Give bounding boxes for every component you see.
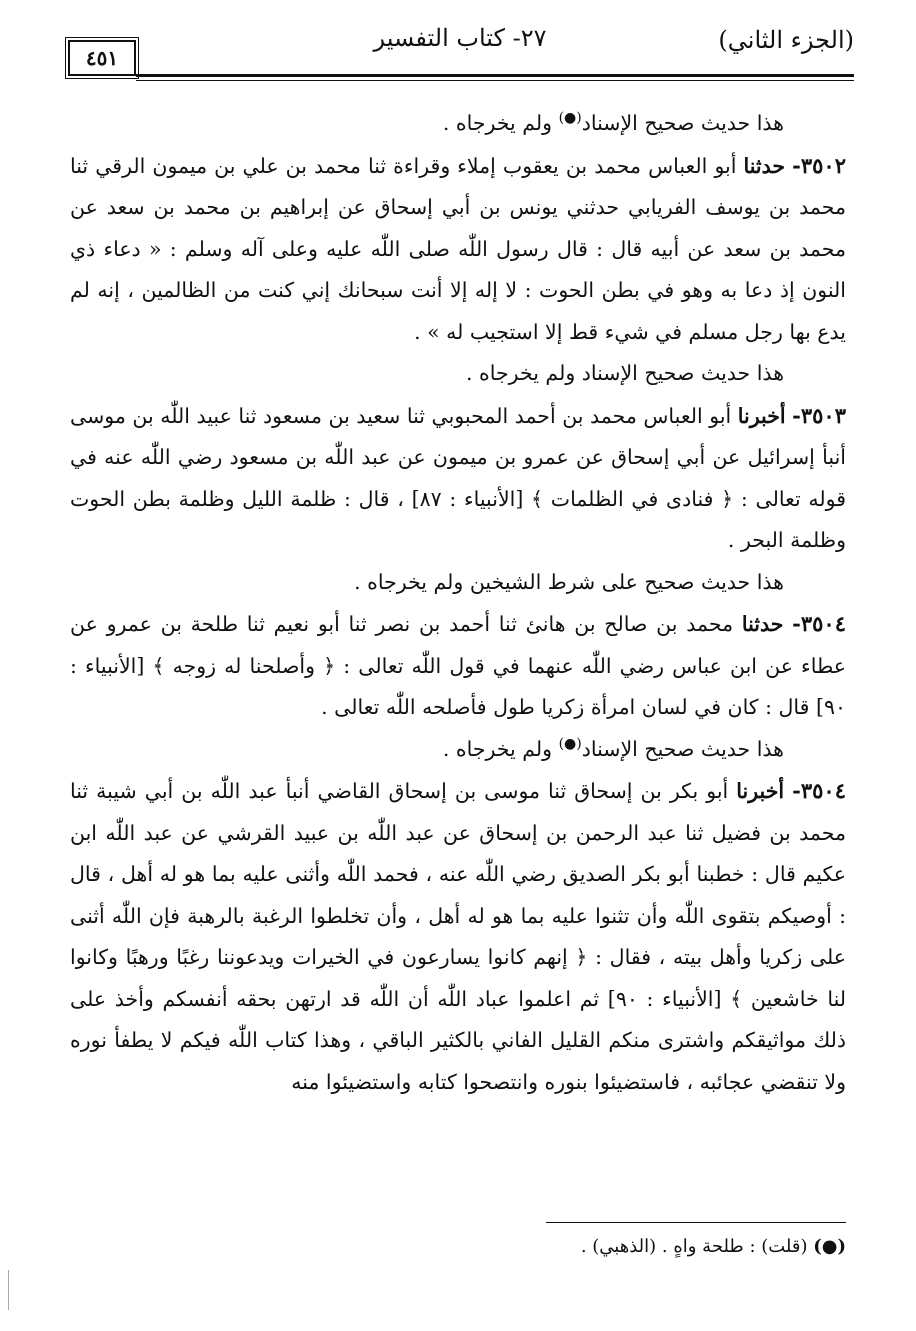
footnote-text: (قلت) : طلحة واهٍ . (الذهبي) . bbox=[580, 1236, 814, 1257]
judgment-paragraph: هذا حديث صحيح الإسناد(●) ولم يخرجاه . bbox=[442, 735, 784, 761]
hadith-keyword: حدثنا bbox=[743, 153, 786, 178]
page-number: ٤٥١ bbox=[68, 40, 136, 76]
hadith-paragraph bbox=[70, 603, 846, 729]
judgment-paragraph: هذا حديث صحيح الإسناد(●) ولم يخرجاه . bbox=[442, 110, 784, 135]
judgment-paragraph: هذا حديث صحيح على شرط الشيخين ولم يخرجاه . bbox=[354, 569, 784, 594]
hadith-number: ٣٥٠٤- bbox=[792, 611, 846, 636]
hadith-number: ٣٥٠٢- bbox=[792, 152, 846, 178]
hadith-paragraph bbox=[70, 145, 846, 354]
hadith-text: أبو العباس محمد بن أحمد المحبوبي ثنا سعيد بن مسعود ثنا عبيد اللّٰه بن موسى أنبأ إسرائيل عن أبي إسحاق عن عمرو بن ميمون عن عبد اللّٰه بن مسعود رضي اللّٰه عنه في قوله تعالى : ﴿ فنادى في الظلمات ﴾ [الأنبياء : ٨٧] ، قال : ظلمة الليل وظلمة بطن الحوت وظلمة البحر . bbox=[70, 403, 847, 552]
footnote-marker: (●) bbox=[558, 735, 582, 752]
hadith-keyword: أخبرنا bbox=[737, 403, 786, 428]
volume-label: (الجزء الثاني) bbox=[718, 26, 854, 54]
footnote-marker: (●) bbox=[558, 110, 582, 127]
hadith-number: ٣٥٠٤- bbox=[792, 778, 846, 803]
hadith-keyword: حدثنا bbox=[741, 612, 784, 636]
hadith-text: أبو بكر بن إسحاق ثنا موسى بن إسحاق القاضي أنبأ عبد اللّٰه بن أبي شيبة ثنا محمد بن فضيل ثنا عبد الرحمن بن إسحاق عن عبد اللّٰه بن عبيد القرشي عن عبد اللّٰه ابن عكيم قال : خطبنا أبو بكر الصديق رضي اللّٰه عنه ، فحمد اللّٰه وأثنى عليه بما هو له أهل ، قال : أوصيكم بتقوى اللّٰه وأن تثنوا عليه بما هو له أهل ، وأن تخلطوا الرغبة بالرهبة فإن اللّٰه أثنى على زكريا وأهل بيته ، فقال : ﴿ إنهم كانوا يسارعون في الخيرات ويدعوننا رغبًا ورهبًا وكانوا لنا خاشعين ﴾ [الأنبياء : ٩٠] ثم اعلموا عباد اللّٰه أن اللّٰه قد ارتهن بحقه أنفسكم وأخذ على ذلك مواثيقكم واشترى منكم القليل الفاني بالكثير الباقي ، وهذا كتاب اللّٰه فيكم لا يطفأ نوره ولا تنقضي عجائبه ، فاستضيئوا بنوره وانتصحوا كتابه واستضيئوا منه bbox=[70, 779, 847, 1094]
hadith-paragraph bbox=[70, 770, 846, 1103]
main-text bbox=[70, 103, 846, 1103]
page-header bbox=[66, 22, 854, 80]
footnote-mark: (●) bbox=[813, 1236, 846, 1257]
hadith-text: أبو العباس محمد بن يعقوب إملاء وقراءة ثنا محمد بن علي بن ميمون الرقي ثنا محمد بن يوسف الفريابي حدثني يونس بن أبي إسحاق عن إبراهيم بن محمد بن سعد عن محمد بن سعد عن أبيه قال : قال رسول اللّٰه صلى اللّٰه عليه وعلى آله وسلم : « دعاء ذي النون إذ دعا به وهو في بطن الحوت : لا إله إلا أنت سبحانك إني كنت من الظالمين ، إنه لم يدع بها رجل مسلم في شيء قط إلا استجيب له » . bbox=[70, 153, 846, 344]
header-rule bbox=[136, 74, 854, 77]
hadith-number: ٣٥٠٣- bbox=[792, 402, 846, 428]
chapter-title: ٢٧- كتاب التفسير bbox=[373, 24, 547, 52]
scan-margin-mark bbox=[8, 1270, 9, 1310]
hadith-keyword: أخبرنا bbox=[736, 779, 785, 803]
footnote bbox=[70, 1232, 846, 1262]
hadith-text: محمد بن صالح بن هانئ ثنا أحمد بن نصر ثنا أبو نعيم ثنا طلحة بن عمرو عن عطاء عن ابن عباس رضي اللّٰه عنهما في قول اللّٰه تعالى : ﴿ وأصلحنا له زوجه ﴾ [الأنبياء : ٩٠] قال : كان في لسان امرأة زكريا طول فأصلحه اللّٰه تعالى . bbox=[70, 612, 846, 719]
judgment-paragraph: هذا حديث صحيح الإسناد ولم يخرجاه . bbox=[465, 361, 784, 385]
header-rule-thin bbox=[136, 80, 854, 81]
footnote-rule bbox=[546, 1222, 846, 1223]
hadith-paragraph bbox=[70, 395, 846, 562]
